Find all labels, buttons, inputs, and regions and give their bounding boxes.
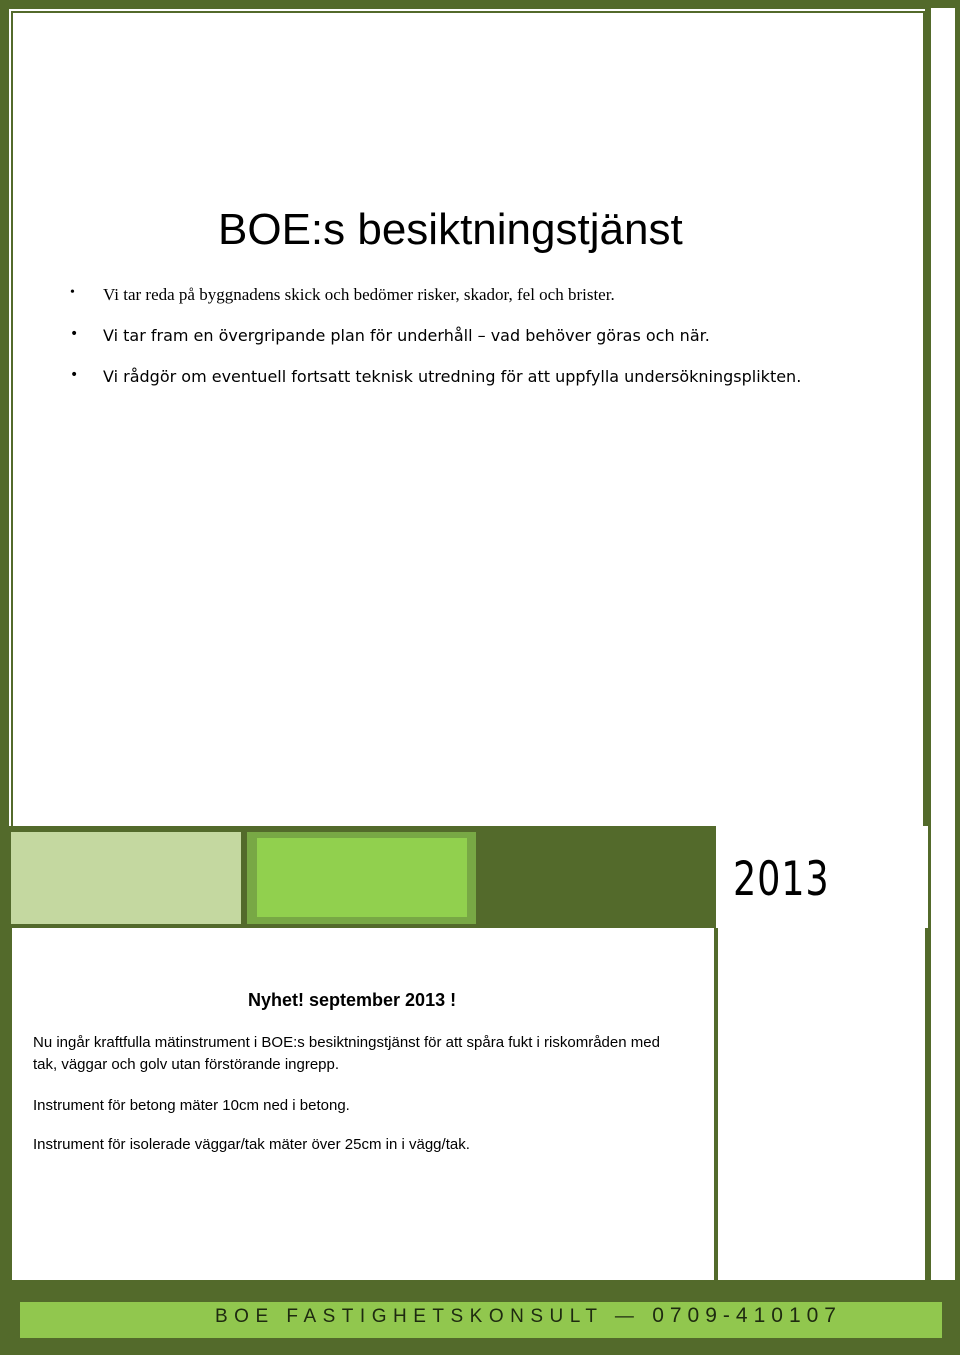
- list-item: • Vi tar reda på byggnadens skick och bedömer risker, skador, fel och brister.: [66, 285, 886, 326]
- year-label: 2013: [733, 852, 830, 907]
- news-heading: Nyhet! september 2013 !: [248, 990, 457, 1010]
- page-frame-inner: [11, 11, 925, 826]
- service-list: [66, 285, 886, 408]
- lower-right-border: [714, 928, 718, 1280]
- page-title: BOE:s besiktningstjänst: [218, 205, 683, 254]
- right-border-inset: [929, 8, 955, 1283]
- list-item: • Vi tar fram en övergripande plan för underhåll – vad behöver göras och när.: [66, 326, 886, 367]
- footer-separator: —: [614, 1306, 641, 1327]
- footer-phone: 0709-410107: [652, 1304, 842, 1327]
- color-block-bright: [257, 838, 467, 917]
- footer-contact: [215, 1304, 842, 1328]
- news-paragraph: Instrument för isolerade väggar/tak mäter över 25cm in i vägg/tak.: [33, 1136, 470, 1153]
- news-paragraph: Instrument för betong mäter 10cm ned i betong.: [33, 1097, 350, 1114]
- color-block-light: [11, 832, 241, 924]
- news-paragraph: Nu ingår kraftfulla mätinstrument i BOE:s besiktningstjänst för att spåra fukt i riskområden med tak, väggar och golv utan förstörande ingrepp.: [33, 1034, 660, 1073]
- footer-company: BOE FASTIGHETSKONSULT: [215, 1306, 604, 1327]
- list-item: • Vi rådgör om eventuell fortsatt teknisk utredning för att uppfylla undersökningsplikten.: [66, 367, 886, 408]
